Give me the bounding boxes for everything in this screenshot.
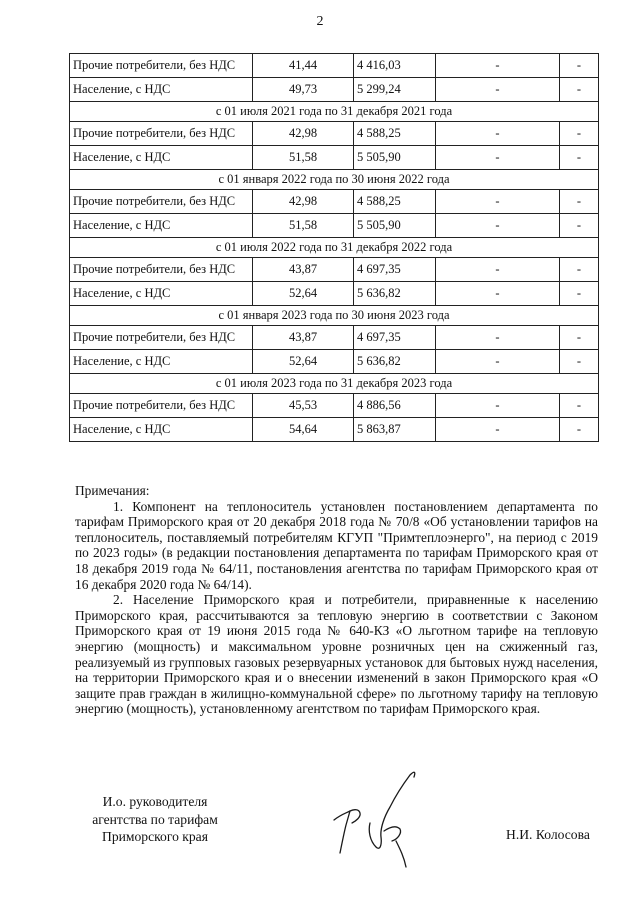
value-cell-3: - xyxy=(436,190,560,214)
value-cell-4: - xyxy=(560,258,599,282)
value-cell-1: 45,53 xyxy=(253,394,354,418)
period-row xyxy=(70,102,599,122)
period-row xyxy=(70,374,599,394)
value-cell-1: 51,58 xyxy=(253,146,354,170)
page-number: 2 xyxy=(316,14,324,29)
value-cell-3: - xyxy=(436,418,560,442)
period-row xyxy=(70,238,599,258)
consumer-category-cell: Прочие потребители, без НДС xyxy=(70,258,253,282)
period-label: с 01 июля 2023 года по 31 декабря 2023 года xyxy=(70,374,599,394)
consumer-category-cell: Население, с НДС xyxy=(70,78,253,102)
value-cell-2: 4 588,25 xyxy=(354,122,436,146)
table-row xyxy=(70,214,599,238)
table-row xyxy=(70,122,599,146)
value-cell-1: 54,64 xyxy=(253,418,354,442)
value-cell-1: 42,98 xyxy=(253,190,354,214)
value-cell-3: - xyxy=(436,282,560,306)
consumer-category-cell: Прочие потребители, без НДС xyxy=(70,122,253,146)
table-row xyxy=(70,190,599,214)
consumer-category-cell: Население, с НДС xyxy=(70,282,253,306)
table-row xyxy=(70,146,599,170)
consumer-category-cell: Прочие потребители, без НДС xyxy=(70,394,253,418)
value-cell-2: 5 299,24 xyxy=(354,78,436,102)
signatory-name: Н.И. Колосова xyxy=(506,827,590,842)
value-cell-3: - xyxy=(436,54,560,78)
period-row xyxy=(70,170,599,190)
value-cell-2: 4 416,03 xyxy=(354,54,436,78)
note-2: 2. Население Приморского края и потребители, приравненные к населению Приморского края, рассчитываются за тепловую энергию в соответствии с Законом Приморского края от 19 июня 2015 года № 640-КЗ «О льготном тарифе на тепловую энергию (мощность) и максимальном уровне розничных цен на сжиженный газ, реализуемый из групповых газовых резервуарных установок для бытовых нужд населения, на территории Приморского края и о внесении изменений в закон Приморского края «О защите прав граждан в жилищно-коммунальной сфере» по льготному тарифу на тепловую энергию (мощность), установленному агентством по тарифам Приморского края. xyxy=(75,592,598,717)
position-line-1: И.о. руководителя xyxy=(102,794,208,809)
value-cell-4: - xyxy=(560,54,599,78)
table-row xyxy=(70,350,599,374)
value-cell-1: 41,44 xyxy=(253,54,354,78)
value-cell-1: 51,58 xyxy=(253,214,354,238)
value-cell-2: 4 697,35 xyxy=(354,326,436,350)
consumer-category-cell: Население, с НДС xyxy=(70,418,253,442)
notes-section xyxy=(75,483,598,717)
value-cell-3: - xyxy=(436,350,560,374)
period-label: с 01 января 2023 года по 30 июня 2023 года xyxy=(70,306,599,326)
position-line-2: агентства по тарифам xyxy=(92,811,218,827)
value-cell-2: 5 636,82 xyxy=(354,350,436,374)
value-cell-4: - xyxy=(560,146,599,170)
value-cell-4: - xyxy=(560,326,599,350)
period-label: с 01 января 2022 года по 30 июня 2022 года xyxy=(70,170,599,190)
note-1: 1. Компонент на теплоноситель установлен постановлением департамента по тарифам Приморского края от 20 декабря 2018 года № 70/8 «Об установлении тарифов на теплоноситель, поставляемый потребителям КГУП "Примтеплоэнерго", на период с 2019 по 2023 годы» (в редакции постановления департамента по тарифам Приморского края от 18 декабря 2019 года № 64/11, постановления агентства по тарифам Приморского края от 16 декабря 2020 года № 64/14). xyxy=(75,498,598,592)
value-cell-1: 43,87 xyxy=(253,326,354,350)
value-cell-1: 42,98 xyxy=(253,122,354,146)
consumer-category-cell: Население, с НДС xyxy=(70,350,253,374)
position-line-3: Приморского края xyxy=(102,829,208,844)
value-cell-3: - xyxy=(436,78,560,102)
period-label: с 01 июля 2021 года по 31 декабря 2021 года xyxy=(70,102,599,122)
value-cell-1: 52,64 xyxy=(253,350,354,374)
signatory-position xyxy=(80,793,230,846)
value-cell-3: - xyxy=(436,258,560,282)
table-row xyxy=(70,54,599,78)
value-cell-3: - xyxy=(436,394,560,418)
table-row xyxy=(70,394,599,418)
notes-heading: Примечания: xyxy=(75,483,150,498)
value-cell-4: - xyxy=(560,418,599,442)
value-cell-3: - xyxy=(436,146,560,170)
value-cell-3: - xyxy=(436,214,560,238)
value-cell-2: 5 505,90 xyxy=(354,146,436,170)
value-cell-2: 4 886,56 xyxy=(354,394,436,418)
period-label: с 01 июля 2022 года по 31 декабря 2022 года xyxy=(70,238,599,258)
value-cell-1: 52,64 xyxy=(253,282,354,306)
consumer-category-cell: Прочие потребители, без НДС xyxy=(70,326,253,350)
tariff-table xyxy=(69,53,599,442)
value-cell-4: - xyxy=(560,394,599,418)
consumer-category-cell: Прочие потребители, без НДС xyxy=(70,190,253,214)
consumer-category-cell: Население, с НДС xyxy=(70,146,253,170)
value-cell-2: 5 636,82 xyxy=(354,282,436,306)
table-row xyxy=(70,282,599,306)
value-cell-4: - xyxy=(560,350,599,374)
value-cell-2: 4 588,25 xyxy=(354,190,436,214)
value-cell-4: - xyxy=(560,190,599,214)
value-cell-2: 4 697,35 xyxy=(354,258,436,282)
table-row xyxy=(70,78,599,102)
table-row xyxy=(70,326,599,350)
value-cell-4: - xyxy=(560,78,599,102)
consumer-category-cell: Население, с НДС xyxy=(70,214,253,238)
period-row xyxy=(70,306,599,326)
value-cell-1: 49,73 xyxy=(253,78,354,102)
value-cell-4: - xyxy=(560,214,599,238)
value-cell-3: - xyxy=(436,326,560,350)
consumer-category-cell: Прочие потребители, без НДС xyxy=(70,54,253,78)
value-cell-4: - xyxy=(560,122,599,146)
value-cell-4: - xyxy=(560,282,599,306)
table-row xyxy=(70,258,599,282)
value-cell-2: 5 505,90 xyxy=(354,214,436,238)
handwritten-signature xyxy=(326,765,431,870)
table-row xyxy=(70,418,599,442)
value-cell-2: 5 863,87 xyxy=(354,418,436,442)
value-cell-3: - xyxy=(436,122,560,146)
value-cell-1: 43,87 xyxy=(253,258,354,282)
